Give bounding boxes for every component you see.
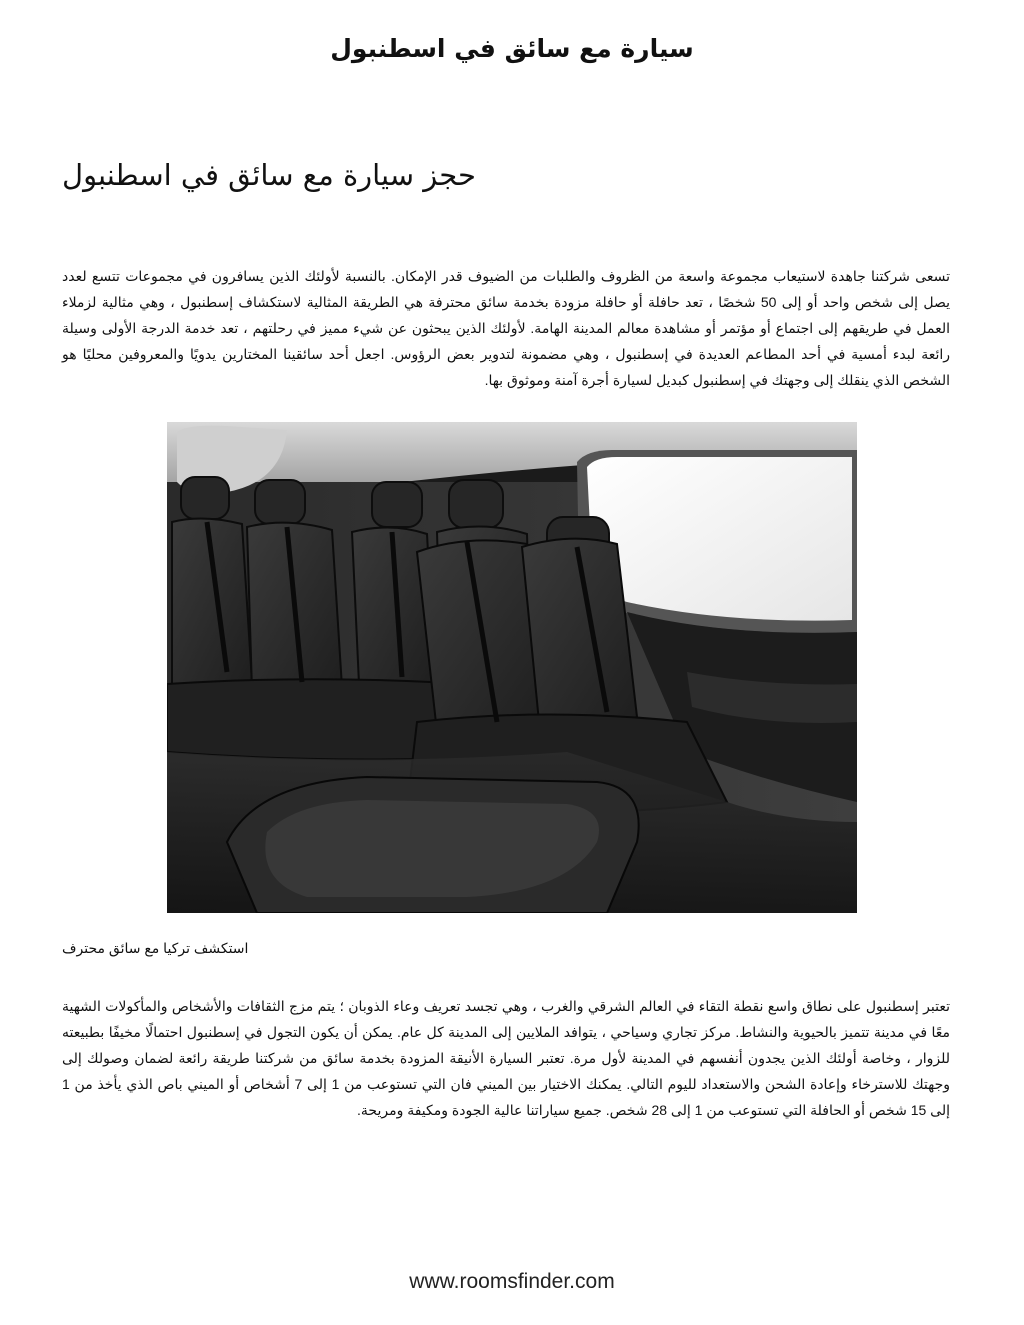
section-heading: حجز سيارة مع سائق في اسطنبول xyxy=(62,158,476,192)
page-title: سيارة مع سائق في اسطنبول xyxy=(330,34,694,63)
van-interior-photo xyxy=(167,422,857,913)
body-paragraph: تعتبر إسطنبول على نطاق واسع نقطة التقاء في العالم الشرقي والغرب ، وهي تجسد تعريف وعاء الذوبان ؛ يتم مزج الثقافات والأشخاص والمأكولات الشهية معًا في مدينة تتميز بالحيوية والنشاط. مركز تجاري وسياحي ، يتوافد الملايين إلى المدينة كل عام. يمكن أن يكون التجول في إسطنبول احتمالًا مخيفًا بطبيعته للزوار ، وخاصة أولئك الذين يجدون أنفسهم في المدينة لأول مرة. تعتبر السيارة الأنيقة المزودة بخدمة سائق من شركتنا طريقة رائعة لضمان وصولك إلى وجهتك للاسترخاء وإعادة الشحن والاستعداد لليوم التالي. يمكنك الاختيار بين الميني فان التي تستوعب من 1 إلى 7 أشخاص أو الميني باص الذي يأخذ من 1 إلى 15 شخص أو الحافلة التي تستوعب من 1 إلى 28 شخص. جميع سياراتنا عالية الجودة ومكيفة ومريحة. xyxy=(62,998,950,1118)
footer-url: www.roomsfinder.com xyxy=(409,1270,615,1293)
image-caption: استكشف تركيا مع سائق محترف xyxy=(62,940,249,956)
van-interior-illustration xyxy=(167,422,857,913)
intro-paragraph: تسعى شركتنا جاهدة لاستيعاب مجموعة واسعة من الظروف والطلبات من الضيوف قدر الإمكان. بالنسبة لأولئك الذين يسافرون في مجموعات تتسع لعدد يصل إلى شخص واحد أو إلى 50 شخصًا ، تعد حافلة أو حافلة مزودة بخدمة سائق محترفة هي الطريقة المثالية لاستكشاف إسطنبول ، وهي مثالية لزملاء العمل في طريقهم إلى اجتماع أو مؤتمر أو مشاهدة معالم المدينة الهامة. لأولئك الذين يبحثون عن شيء مميز في رحلتهم ، تعد خدمة الدرجة الأولى وسيلة رائعة لبدء أمسية في أحد المطاعم العديدة في إسطنبول ، وهي مضمونة لتدوير بعض الرؤوس. اجعل أحد سائقينا المختارين يدويًا والمعروفين محليًا هو الشخص الذي ينقلك إلى وجهتك في إسطنبول كبديل لسيارة أجرة آمنة وموثوق بها. xyxy=(62,268,950,388)
